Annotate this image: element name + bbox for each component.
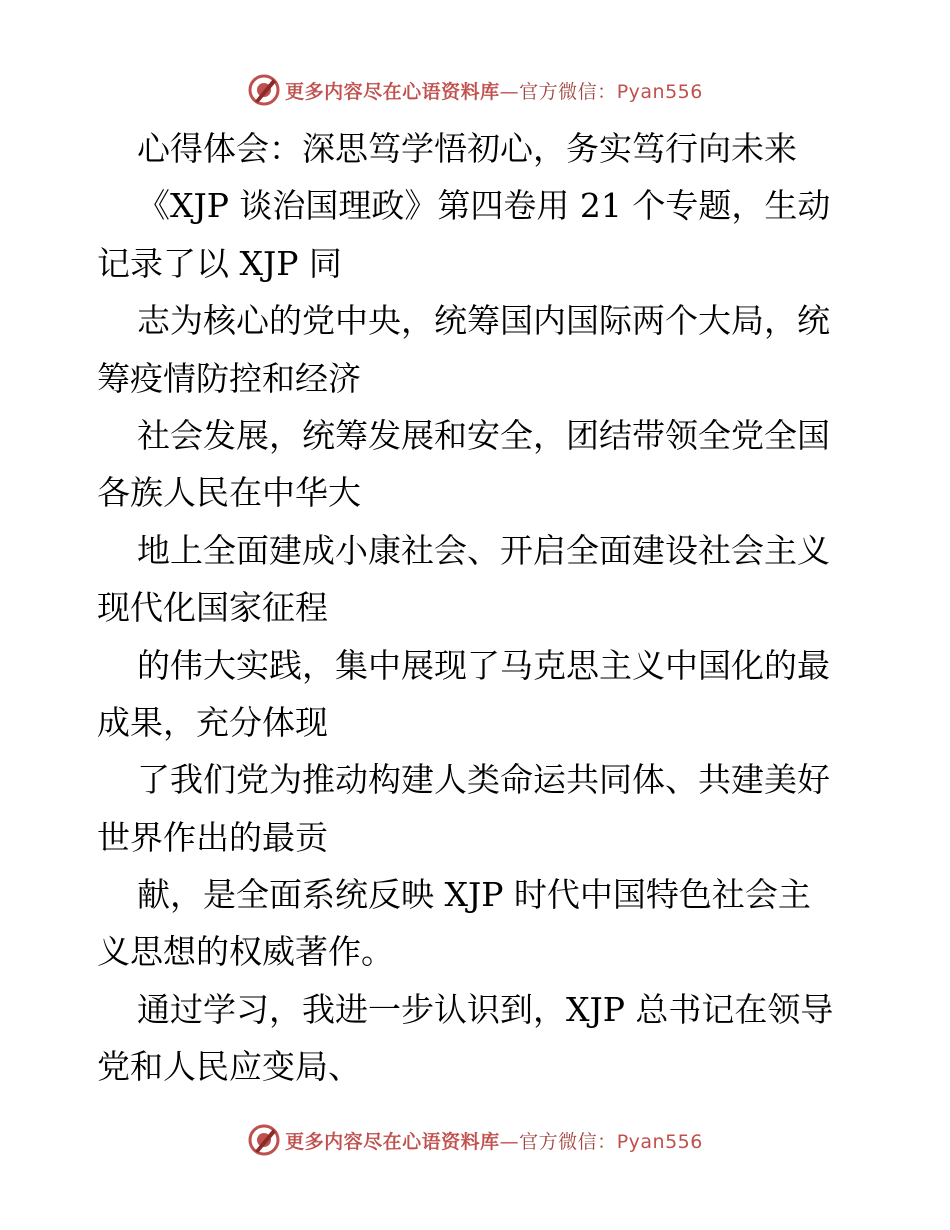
banner-wechat-id: Pyan556 [616, 80, 703, 103]
text-line: 通过学习，我进一步认识到，XJP 总书记在领导 [137, 989, 834, 1029]
text-line: 献，是全面系统反映 XJP 时代中国特色社会主 [137, 875, 811, 915]
banner-wechat-label: 官方微信： [519, 80, 617, 103]
text-line: 《XJP 谈治国理政》第四卷用 21 个专题，生动 [137, 186, 831, 226]
document-body [97, 120, 857, 1096]
pen-logo-icon [247, 1123, 281, 1157]
banner-site-text: 更多内容尽在心语资料库 [285, 80, 500, 103]
text-line: 的伟大实践，集中展现了马克思主义中国化的最 [137, 645, 830, 685]
pen-logo-icon [247, 73, 281, 107]
banner-dash: — [499, 1130, 520, 1153]
text-line: 了我们党为推动构建人类命运共同体、共建美好 [137, 760, 830, 800]
text-line: 义思想的权威著作。 [97, 932, 394, 972]
header-watermark-banner [0, 70, 950, 110]
text-line: 记录了以 XJP 同 [97, 243, 342, 283]
footer-watermark-banner [0, 1120, 950, 1160]
text-line: 筹疫情防控和经济 [97, 358, 361, 398]
text-line: 志为核心的党中央，统筹国内国际两个大局，统 [137, 301, 830, 341]
banner-wechat-label: 官方微信： [519, 1130, 617, 1153]
text-line: 各族人民在中华大 [97, 473, 361, 513]
text-line: 现代化国家征程 [97, 588, 328, 628]
text-line: 社会发展，统筹发展和安全，团结带领全党全国 [137, 415, 830, 455]
text-line: 党和人民应变局、 [97, 1047, 361, 1087]
document-title: 心得体会：深思笃学悟初心，务实笃行向未来 [137, 129, 797, 168]
banner-site-text: 更多内容尽在心语资料库 [285, 1130, 500, 1153]
banner-wechat-id: Pyan556 [616, 1130, 703, 1153]
text-line: 世界作出的最贡 [97, 817, 328, 857]
text-line: 地上全面建成小康社会、开启全面建设社会主义 [137, 530, 830, 570]
text-line: 成果，充分体现 [97, 702, 328, 742]
banner-dash: — [499, 80, 520, 103]
